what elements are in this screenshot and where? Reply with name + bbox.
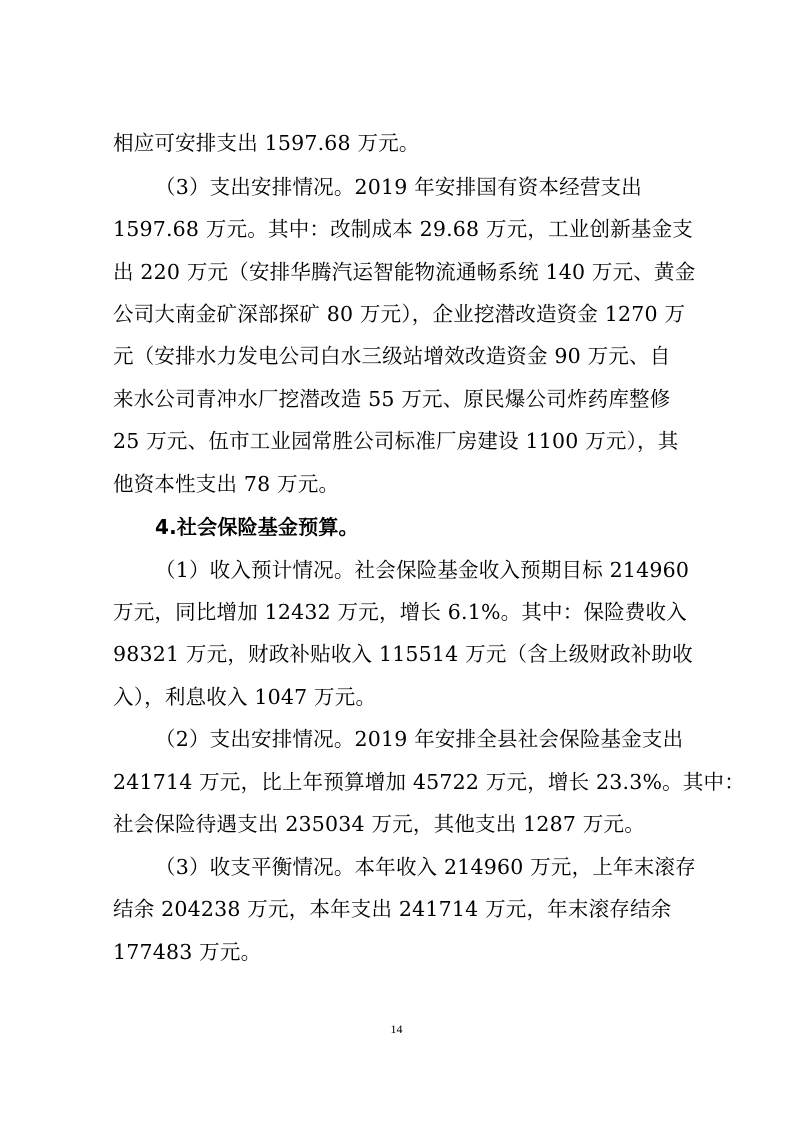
paragraph-line: （1）收入预计情况。社会保险基金收入预期目标 214960: [155, 558, 690, 582]
paragraph-line: 他资本性支出 78 万元。: [113, 472, 340, 496]
paragraph-line: 出 220 万元（安排华腾汽运智能物流通畅系统 140 万元、黄金: [113, 260, 696, 284]
paragraph-line: 98321 万元，财政补贴收入 115514 万元（含上级财政补助收: [113, 642, 693, 666]
paragraph-line: 来水公司青冲水厂挖潜改造 55 万元、原民爆公司炸药库整修: [113, 387, 671, 411]
paragraph-line: （2）支出安排情况。2019 年安排全县社会保险基金支出: [155, 727, 684, 751]
paragraph-line: 入），利息收入 1047 万元。: [113, 685, 377, 709]
paragraph-line: 社会保险待遇支出 235034 万元，其他支出 1287 万元。: [113, 812, 645, 836]
paragraph-line: 25 万元、伍市工业园常胜公司标准厂房建设 1100 万元），其: [113, 429, 679, 453]
paragraph-line: 1597.68 万元。其中：改制成本 29.68 万元，工业创新基金支: [113, 217, 694, 241]
paragraph-line: 177483 万元。: [113, 940, 262, 964]
paragraph-line: 结余 204238 万元，本年支出 241714 万元，年末滚存结余: [113, 897, 672, 921]
paragraph-line: 241714 万元，比上年预算增加 45722 万元，增长 23.3%。其中：: [113, 770, 745, 794]
paragraph-line: 元（安排水力发电公司白水三级站增效改造资金 90 万元、自: [113, 344, 671, 368]
paragraph-line: 相应可安排支出 1597.68 万元。: [113, 131, 420, 155]
paragraph-line: 万元，同比增加 12432 万元，增长 6.1%。其中：保险费收入: [113, 600, 687, 624]
paragraph-line: 公司大南金矿深部探矿 80 万元），企业挖潜改造资金 1270 万: [113, 302, 686, 326]
paragraph-line: （3）收支平衡情况。本年收入 214960 万元，上年末滚存: [155, 855, 696, 879]
paragraph-line: （3）支出安排情况。2019 年安排国有资本经营支出: [155, 175, 642, 199]
page-number: 14: [390, 1022, 403, 1036]
section-heading: 4.社会保险基金预算。: [155, 515, 359, 539]
